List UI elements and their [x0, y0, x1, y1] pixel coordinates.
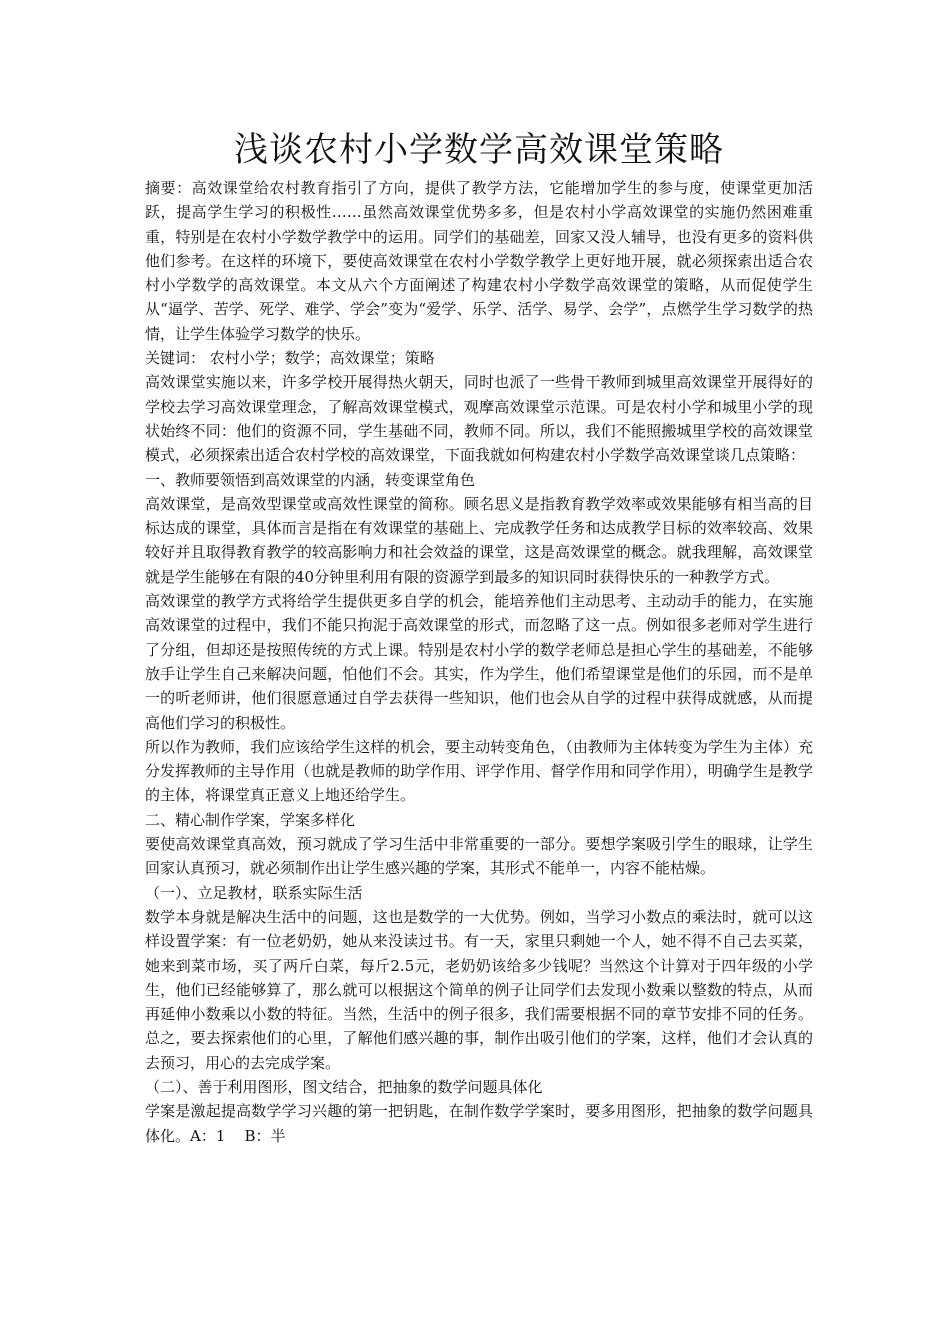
subsection-1-paragraph: 数学本身就是解决生活中的问题，这也是数学的一大优势。例如，当学习小数点的乘法时，就可以这样设置学案：有一位老奶奶，她从来没读过书。有一天，家里只剩她一个人，她不得不自己去买菜，她来到菜市场，买了两斤白菜，每斤2.5元，老奶奶该给多少钱呢？当然这个计算对于四年级的小学生，他们已经能够算了，那么就可以根据这个简单的例子让同学们去发现小数乘以整数的特点，从而再延伸小数乘以小数的特征。当然，生活中的例子很多，我们需要根据不同的章节安排不同的任务。总之，要去探索他们的心里，了解他们感兴趣的事，制作出吸引他们的学案，这样，他们才会认真的去预习，用心的去完成学案。 — [145, 907, 813, 1072]
section-1-paragraph-1: 高效课堂，是高效型课堂或高效性课堂的简称。顾名思义是指教育教学效率或效果能够有相当高的目标达成的课堂，具体而言是指在有效课堂的基础上、完成教学任务和达成教学目标的效率较高、效果较好并且取得教育教学的较高影响力和社会效益的课堂，这是高效课堂的概念。就我理解，高效课堂就是学生能够在有限的40分钟里利用有限的资源学到最多的知识同时获得快乐的一种教学方式。 — [145, 494, 813, 586]
section-1-heading: 一、教师要领悟到高效课堂的内涵，转变课堂角色 — [145, 470, 476, 489]
subsection-2-heading: （二）、善于利用图形，图文结合，把抽象的数学问题具体化 — [145, 1077, 543, 1096]
intro-paragraph: 高效课堂实施以来，许多学校开展得热火朝天，同时也派了一些骨干教师到城里高效课堂开展得好的学校去学习高效课堂理念，了解高效课堂模式，观摩高效课堂示范课。可是农村小学和城里小学的现状始终不同：他们的资源不同，学生基础不同，教师不同。所以，我们不能照搬城里学校的高效课堂模式，必须探索出适合农村学校的高效课堂，下面我就如何构建农村小学数学高效课堂谈几点策略： — [145, 373, 813, 465]
keywords-line: 关键词： 农村小学；数学；高效课堂；策略 — [145, 349, 435, 368]
section-1-paragraph-3: 所以作为教师，我们应该给学生这样的机会，要主动转变角色，（由教师为主体转变为学生为主体）充分发挥教师的主导作用（也就是教师的助学作用、评学作用、督学作用和同学作用），明确学生是教学的主体，将课堂真正意义上地还给学生。 — [145, 737, 813, 805]
subsection-2-paragraph: 学案是激起提高数学学习兴趣的第一把钥匙，在制作数学学案时，要多用图形，把抽象的数学问题具体化。A：1 B：半 — [145, 1102, 813, 1145]
section-1-paragraph-2: 高效课堂的教学方式将给学生提供更多自学的机会，能培养他们主动思考、主动动手的能力，在实施高效课堂的过程中，我们不能只拘泥于高效课堂的形式，而忽略了这一点。例如很多老师对学生进行了分组，但却还是按照传统的方式上课。特别是农村小学的数学老师总是担心学生的基础差，不能够放手让学生自己来解决问题，怕他们不会。其实，作为学生，他们希望课堂是他们的乐园，而不是单一的听老师讲，他们很愿意通过自学去获得一些知识，他们也会从自学的过程中获得成就感，从而提高他们学习的积极性。 — [145, 592, 813, 732]
section-2-paragraph-1: 要使高效课堂真高效，预习就成了学习生活中非常重要的一部分。要想学案吸引学生的眼球，让学生回家认真预习，就必须制作出让学生感兴趣的学案，其形式不能单一，内容不能枯燥。 — [145, 835, 813, 878]
abstract-paragraph: 摘要：高效课堂给农村教育指引了方向，提供了教学方法，它能增加学生的参与度，使课堂更加活跃，提高学生学习的积极性……虽然高效课堂优势多多，但是农村小学高效课堂的实施仍然困难重重，特别是在农村小学数学教学中的运用。同学们的基础差，回家又没人辅导，也没有更多的资料供他们参考。在这样的环境下，要使高效课堂在农村小学数学教学上更好地开展，就必须探索出适合农村小学数学的高效课堂。本文从六个方面阐述了构建农村小学数学高效课堂的策略，从而促使学生从“逼学、苦学、死学、难学、学会”变为“爱学、乐学、活学、易学、会学”，点燃学生学习数学的热情，让学生体验学习数学的快乐。 — [145, 179, 813, 343]
document-title: 浅谈农村小学数学高效课堂策略 — [234, 130, 724, 170]
subsection-1-heading: （一）、立足教材，联系实际生活 — [145, 883, 363, 902]
section-2-heading: 二、精心制作学案，学案多样化 — [145, 810, 356, 829]
document-page — [145, 126, 813, 1148]
